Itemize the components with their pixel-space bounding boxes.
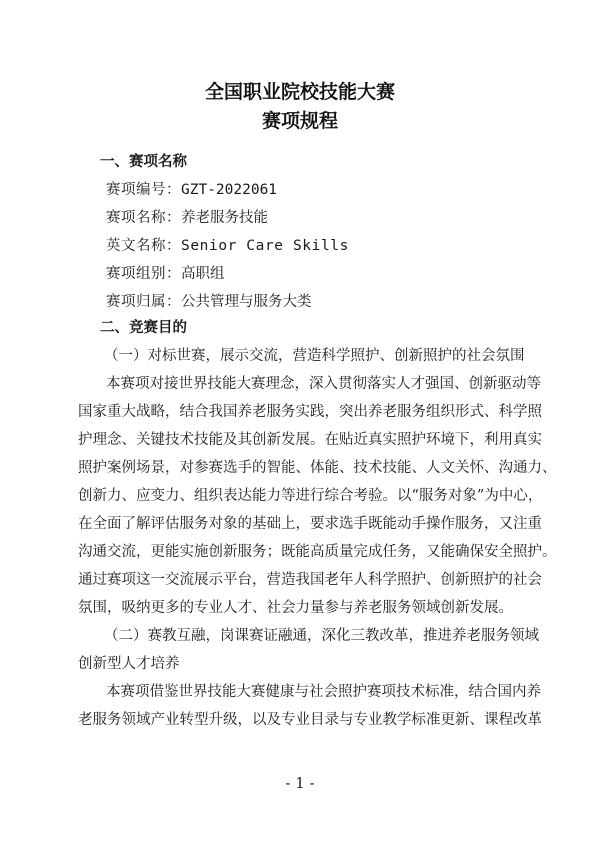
field-label: 赛项编号： <box>106 182 181 198</box>
paragraph-line: 创新力、应变力、组织表达能力等进行综合考验。以“服务对象”为中心， <box>78 488 543 504</box>
document-title: 全国职业院校技能大赛 <box>204 81 395 103</box>
subsection-heading-2-cont: 创新型人才培养 <box>78 656 180 672</box>
paragraph-line: 在全面了解评估服务对象的基础上，要求选手既能动手操作服务，又注重 <box>78 516 542 532</box>
paragraph-line: 沟通交流，更能实施创新服务；既能高质量完成任务，又能确保安全照护。 <box>78 544 557 560</box>
field-event-name <box>106 208 566 228</box>
page-number: - 1 - <box>285 774 315 792</box>
subsection-heading-2: （二）赛教互融，岗课赛证融通，深化三教改革，推进养老服务领域 <box>104 628 539 644</box>
paragraph-line: 氛围，吸纳更多的专业人才、社会力量参与养老服务领域创新发展。 <box>78 600 513 616</box>
field-label: 赛项归属： <box>106 294 181 310</box>
field-label: 赛项组别： <box>106 266 181 282</box>
document-subtitle: 赛项规程 <box>261 110 338 132</box>
paragraph-line: 国家重大战略，结合我国养老服务实践，突出养老服务组织形式、科学照 <box>78 404 542 420</box>
field-value: GZT-2022061 <box>181 182 278 198</box>
field-english-name <box>106 236 566 256</box>
paragraph-line: 照护案例场景，对参赛选手的智能、体能、技术技能、人文关怀、沟通力、 <box>78 460 557 476</box>
section-heading-purpose: 二、竞赛目的 <box>100 320 187 336</box>
paragraph-line: 护理念、关键技术技能及其创新发展。在贴近真实照护环境下，利用真实 <box>78 432 542 448</box>
subsection-heading-1: （一）对标世赛，展示交流，营造科学照护、创新照护的社会氛围 <box>104 348 525 364</box>
section-heading-event-name: 一、赛项名称 <box>100 154 187 170</box>
field-value: 高职组 <box>181 266 225 282</box>
paragraph-line: 老服务领域产业转型升级，以及专业目录与专业教学标准更新、课程改革 <box>78 712 542 728</box>
field-value: Senior Care Skills <box>181 238 349 254</box>
field-event-code <box>106 180 566 200</box>
paragraph-line: 本赛项对接世界技能大赛理念，深入贯彻落实人才强国、创新驱动等 <box>106 376 541 392</box>
field-value: 公共管理与服务大类 <box>181 294 312 310</box>
field-label: 赛项名称： <box>106 210 181 226</box>
field-event-group <box>106 264 566 284</box>
field-label: 英文名称： <box>106 238 181 254</box>
field-event-category <box>106 292 566 312</box>
paragraph-line: 通过赛项这一交流展示平台，营造我国老年人科学照护、创新照护的社会 <box>78 572 542 588</box>
field-value: 养老服务技能 <box>181 210 268 226</box>
paragraph-line: 本赛项借鉴世界技能大赛健康与社会照护赛项技术标准，结合国内养 <box>106 684 541 700</box>
